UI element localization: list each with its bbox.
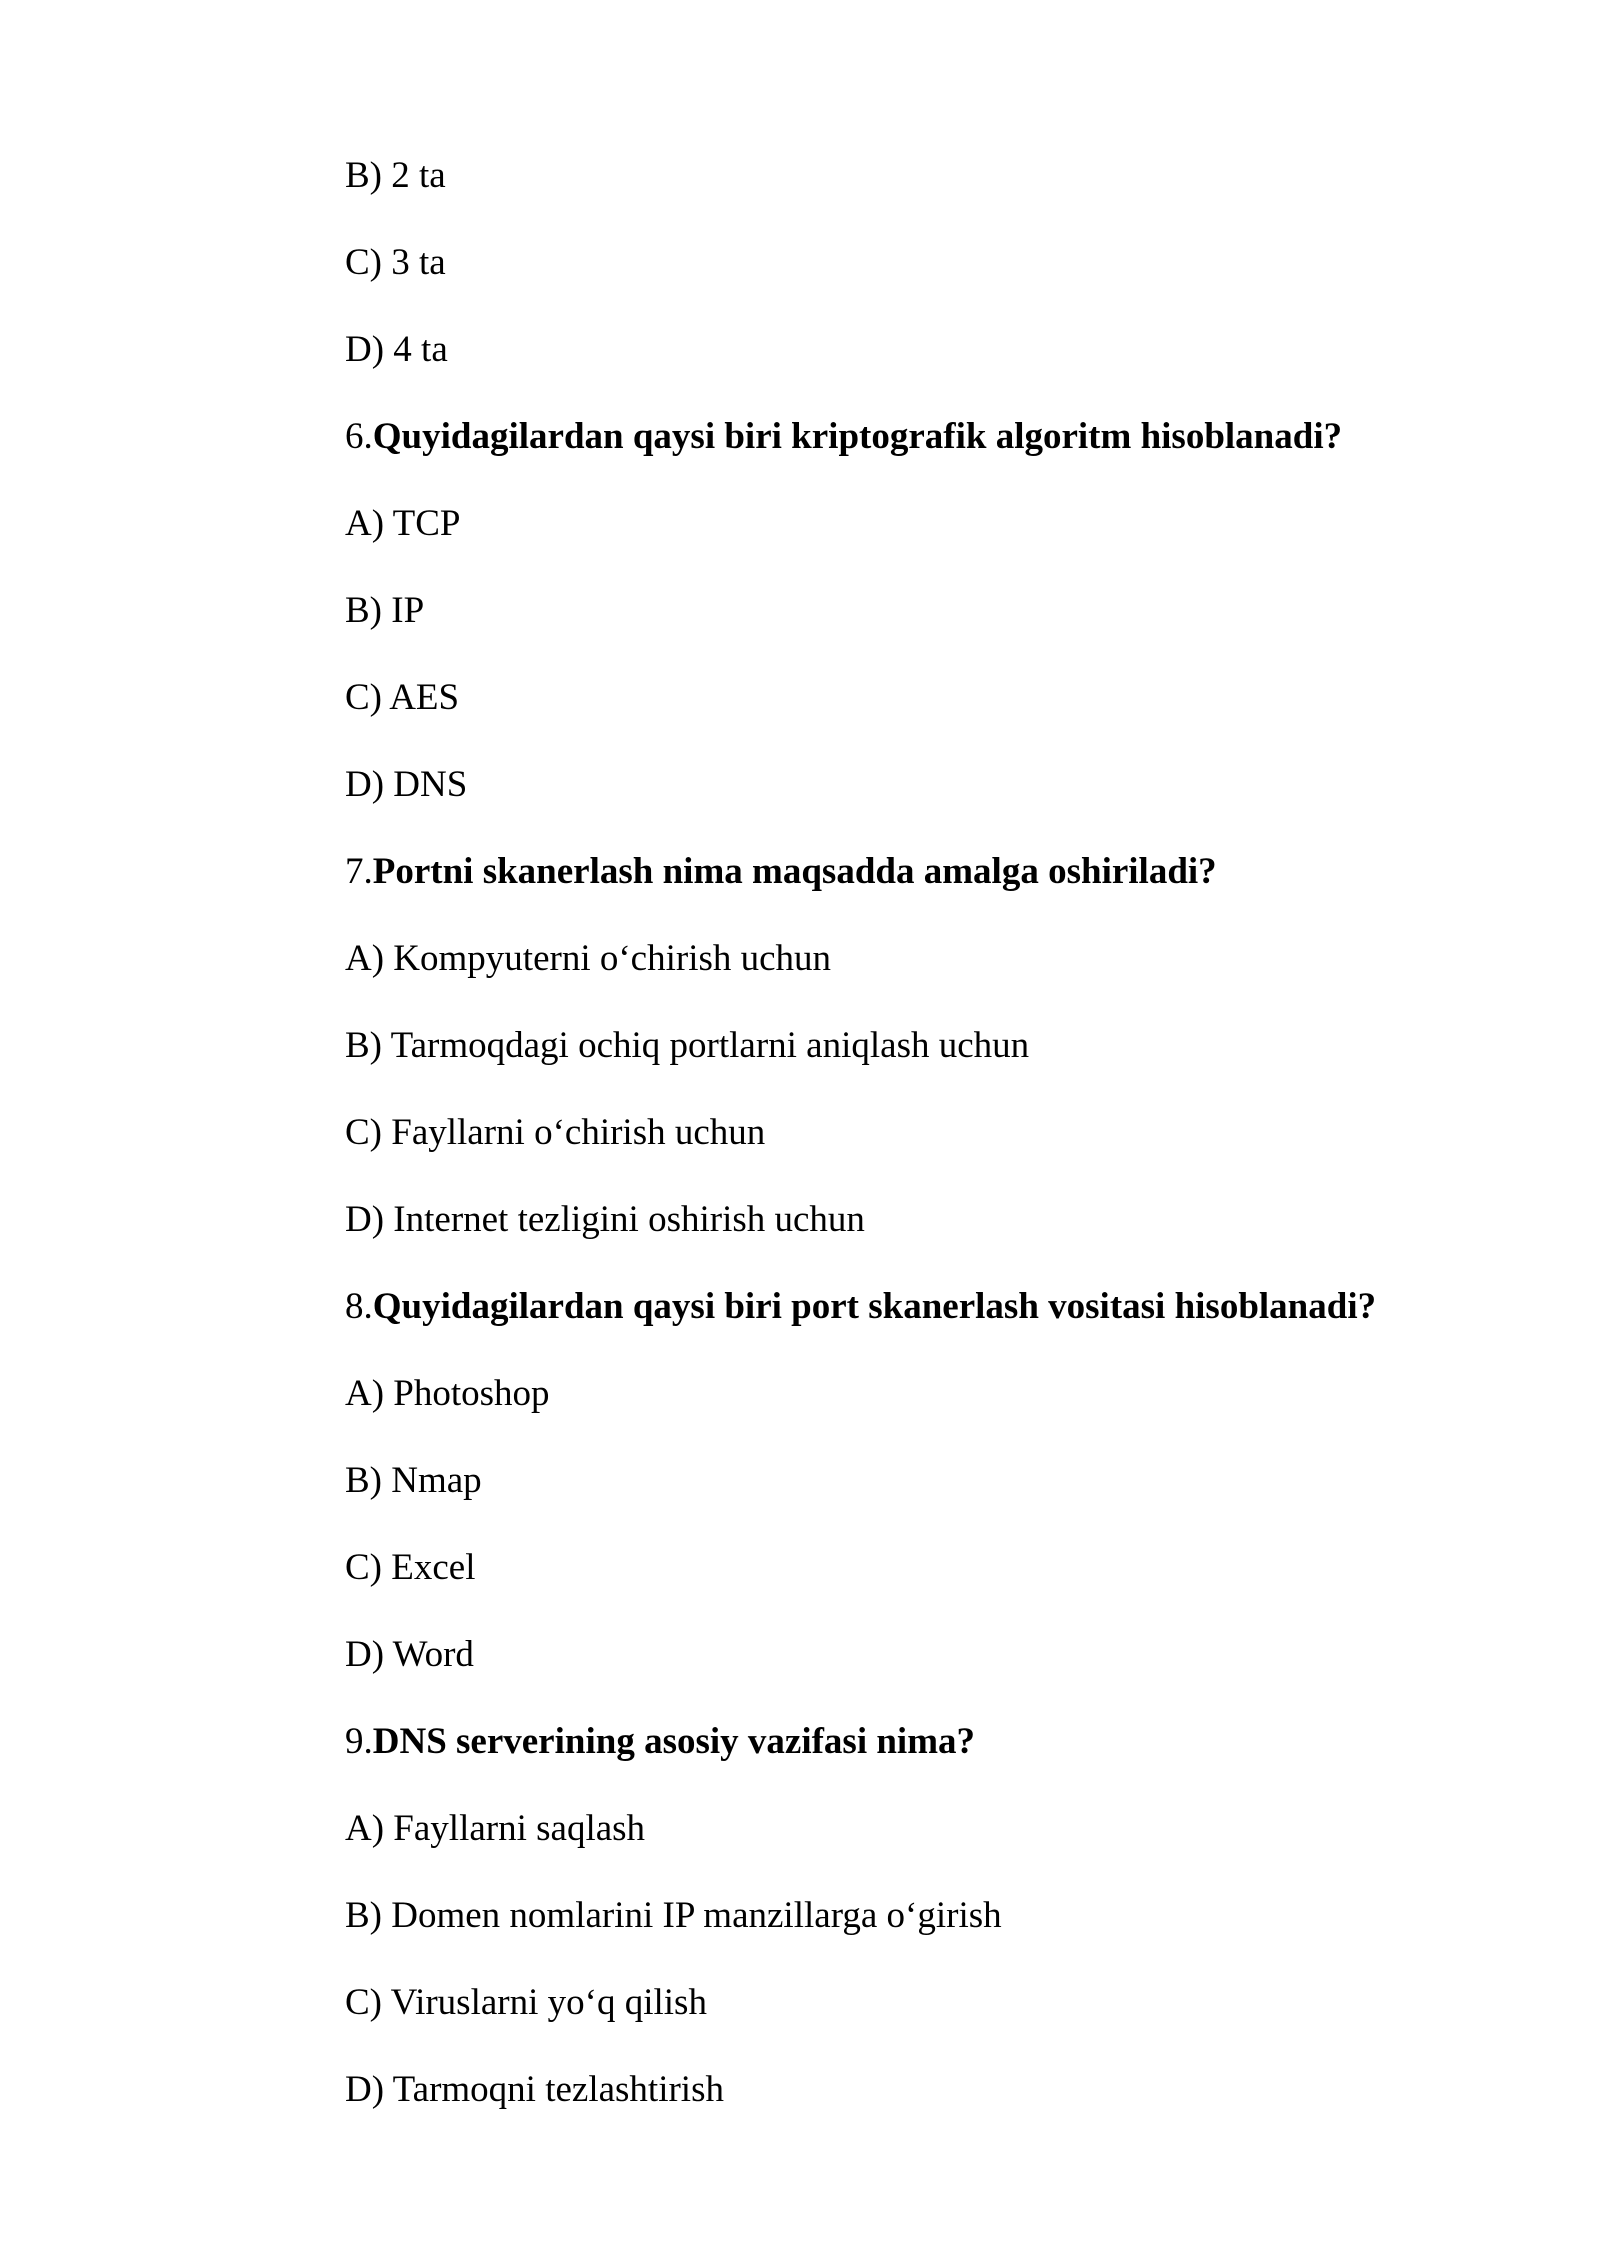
answer-option: A) Fayllarni saqlash: [345, 1808, 646, 1849]
question-text: DNS serverining asosiy vazifasi nima?: [372, 1721, 976, 1762]
answer-option: C) Fayllarni o‘chirish uchun: [345, 1112, 766, 1153]
answer-option: D) Word: [345, 1634, 474, 1675]
question-7: [345, 844, 1495, 931]
question-number: 8.: [345, 1286, 373, 1327]
question-number: 7.: [345, 851, 373, 892]
question-text: Portni skanerlash nima maqsadda amalga oshiriladi?: [372, 851, 1217, 892]
answer-option: A) TCP: [345, 503, 461, 544]
answer-option: C) 3 ta: [345, 242, 446, 283]
answer-option: B) Domen nomlarini IP manzillarga o‘girish: [345, 1895, 1002, 1936]
question-number: 9.: [345, 1721, 373, 1762]
question-8: [345, 1279, 1495, 1366]
answer-option: A) Photoshop: [345, 1373, 550, 1414]
answer-option: B) 2 ta: [345, 155, 446, 196]
question-number: 6.: [345, 416, 373, 457]
answer-option: C) AES: [345, 677, 460, 718]
document-content: [345, 148, 1495, 2149]
answer-option: D) Internet tezligini oshirish uchun: [345, 1199, 865, 1240]
question-text: Quyidagilardan qaysi biri kriptografik algoritm hisoblanadi?: [372, 416, 1343, 457]
question-9: [345, 1714, 1495, 1801]
answer-option: B) Nmap: [345, 1460, 482, 1501]
answer-option: C) Excel: [345, 1547, 476, 1588]
answer-option: A) Kompyuterni o‘chirish uchun: [345, 938, 832, 979]
answer-option: C) Viruslarni yo‘q qilish: [345, 1982, 707, 2023]
question-text: Quyidagilardan qaysi biri port skanerlash vositasi hisoblanadi?: [372, 1286, 1377, 1327]
answer-option: B) IP: [345, 590, 425, 631]
answer-option: B) Tarmoqdagi ochiq portlarni aniqlash uchun: [345, 1025, 1030, 1066]
question-6: [345, 409, 1495, 496]
answer-option: D) Tarmoqni tezlashtirish: [345, 2069, 724, 2110]
answer-option: D) 4 ta: [345, 329, 448, 370]
answer-option: D) DNS: [345, 764, 468, 805]
